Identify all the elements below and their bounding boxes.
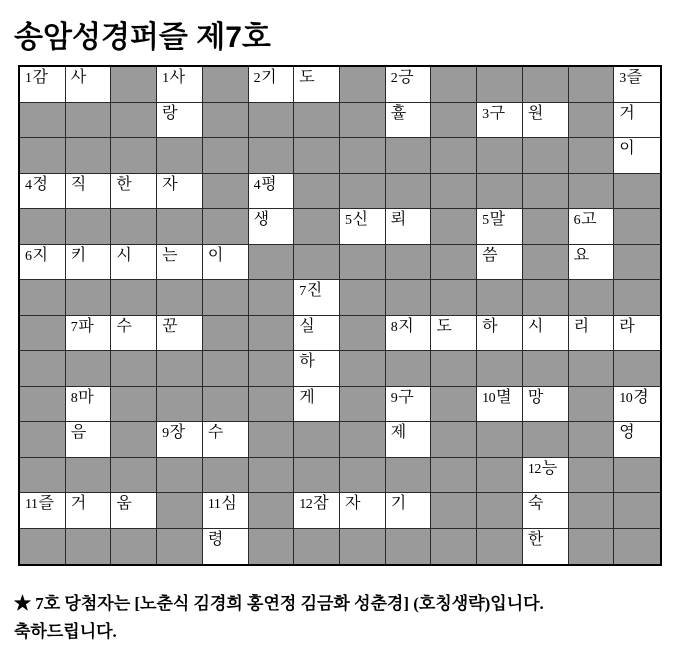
answer-cell: 리 (569, 316, 615, 352)
blocked-cell (294, 529, 340, 565)
blocked-cell (203, 387, 249, 423)
answer-cell: 게 (294, 387, 340, 423)
blocked-cell (249, 245, 295, 281)
blocked-cell (386, 529, 432, 565)
answer-cell: 6고 (569, 209, 615, 245)
answer-cell: 거 (66, 493, 112, 529)
blocked-cell (294, 422, 340, 458)
blocked-cell (66, 138, 112, 174)
answer-cell: 수 (203, 422, 249, 458)
blocked-cell (20, 422, 66, 458)
blocked-cell (294, 138, 340, 174)
answer-cell: 7진 (294, 280, 340, 316)
answer-cell: 령 (203, 529, 249, 565)
answer-cell: 1감 (20, 67, 66, 103)
blocked-cell (111, 138, 157, 174)
blocked-cell (386, 458, 432, 494)
answer-cell: 수 (111, 316, 157, 352)
answer-cell: 사 (66, 67, 112, 103)
answer-cell: 8지 (386, 316, 432, 352)
blocked-cell (66, 280, 112, 316)
blocked-cell (431, 209, 477, 245)
blocked-cell (386, 174, 432, 210)
blocked-cell (340, 67, 386, 103)
answer-cell: 랑 (157, 103, 203, 139)
answer-cell: 8마 (66, 387, 112, 423)
blocked-cell (569, 103, 615, 139)
answer-cell: 생 (249, 209, 295, 245)
blocked-cell (294, 174, 340, 210)
blocked-cell (477, 351, 523, 387)
answer-cell: 도 (431, 316, 477, 352)
clue-number: 7 (299, 284, 306, 299)
blocked-cell (203, 67, 249, 103)
blocked-cell (386, 138, 432, 174)
blocked-cell (203, 174, 249, 210)
blocked-cell (157, 138, 203, 174)
blocked-cell (569, 493, 615, 529)
blocked-cell (203, 103, 249, 139)
blocked-cell (111, 67, 157, 103)
blocked-cell (386, 245, 432, 281)
blocked-cell (249, 529, 295, 565)
answer-cell: 자 (157, 174, 203, 210)
clue-number: 1 (25, 71, 32, 86)
answer-cell: 망 (523, 387, 569, 423)
clue-number: 8 (70, 390, 78, 406)
blocked-cell (523, 209, 569, 245)
blocked-cell (340, 458, 386, 494)
blocked-cell (614, 245, 660, 281)
answer-cell: 씀 (477, 245, 523, 281)
answer-cell: 영 (614, 422, 660, 458)
blocked-cell (340, 280, 386, 316)
answer-cell: 음 (66, 422, 112, 458)
answer-cell: 움 (111, 493, 157, 529)
blocked-cell (249, 458, 295, 494)
blocked-cell (386, 351, 432, 387)
answer-cell: 한 (111, 174, 157, 210)
blocked-cell (20, 387, 66, 423)
clue-number: 9 (162, 426, 169, 441)
answer-cell: 3구 (477, 103, 523, 139)
blocked-cell (249, 387, 295, 423)
blocked-cell (157, 209, 203, 245)
blocked-cell (157, 387, 203, 423)
blocked-cell (203, 138, 249, 174)
blocked-cell (431, 387, 477, 423)
blocked-cell (523, 280, 569, 316)
blocked-cell (569, 67, 615, 103)
answer-cell: 7파 (66, 316, 112, 352)
blocked-cell (340, 138, 386, 174)
blocked-cell (431, 458, 477, 494)
answer-cell: 시 (111, 245, 157, 281)
answer-cell: 휼 (386, 103, 432, 139)
blocked-cell (569, 422, 615, 458)
blocked-cell (249, 103, 295, 139)
blocked-cell (294, 458, 340, 494)
clue-number: 5 (482, 213, 489, 228)
clue-number: 6 (25, 248, 32, 264)
blocked-cell (111, 458, 157, 494)
clue-number: 7 (70, 319, 78, 335)
blocked-cell (157, 458, 203, 494)
blocked-cell (477, 67, 523, 103)
blocked-cell (111, 103, 157, 139)
answer-cell: 실 (294, 316, 340, 352)
blocked-cell (477, 174, 523, 210)
blocked-cell (431, 103, 477, 139)
blocked-cell (431, 280, 477, 316)
answer-cell: 5신 (340, 209, 386, 245)
blocked-cell (294, 209, 340, 245)
blocked-cell (157, 280, 203, 316)
blocked-cell (20, 209, 66, 245)
blocked-cell (157, 529, 203, 565)
blocked-cell (523, 422, 569, 458)
answer-cell: 거 (614, 103, 660, 139)
answer-cell: 뢰 (386, 209, 432, 245)
blocked-cell (614, 351, 660, 387)
clue-number: 3 (482, 106, 489, 122)
answer-cell: 도 (294, 67, 340, 103)
blocked-cell (569, 351, 615, 387)
answer-cell: 직 (66, 174, 112, 210)
blocked-cell (477, 493, 523, 529)
answer-cell: 6지 (20, 245, 66, 281)
clue-number: 12 (299, 497, 313, 512)
answer-cell: 시 (523, 316, 569, 352)
blocked-cell (614, 458, 660, 494)
footer (14, 590, 664, 646)
blocked-cell (340, 387, 386, 423)
blocked-cell (569, 458, 615, 494)
blocked-cell (431, 493, 477, 529)
page-title: 송암성경퍼즐 제7호 (14, 21, 271, 54)
clue-number: 9 (390, 390, 398, 406)
puzzle-grid (18, 65, 662, 566)
blocked-cell (157, 493, 203, 529)
blocked-cell (111, 422, 157, 458)
blocked-cell (20, 458, 66, 494)
clue-number: 12 (527, 461, 541, 477)
answer-cell: 원 (523, 103, 569, 139)
blocked-cell (523, 138, 569, 174)
answer-cell: 5말 (477, 209, 523, 245)
congratulations-text: 축하드립니다. (14, 622, 117, 641)
clue-number: 2 (253, 71, 261, 86)
blocked-cell (203, 209, 249, 245)
answer-cell: 2기 (249, 67, 295, 103)
answer-cell: 12능 (523, 458, 569, 494)
blocked-cell (340, 174, 386, 210)
blocked-cell (20, 103, 66, 139)
blocked-cell (569, 280, 615, 316)
blocked-cell (431, 174, 477, 210)
answer-cell: 2긍 (386, 67, 432, 103)
answer-cell: 이 (203, 245, 249, 281)
blocked-cell (20, 138, 66, 174)
answer-cell: 1사 (157, 67, 203, 103)
answer-cell: 3즐 (614, 67, 660, 103)
blocked-cell (340, 316, 386, 352)
blocked-cell (203, 458, 249, 494)
blocked-cell (340, 351, 386, 387)
blocked-cell (294, 245, 340, 281)
answer-cell: 12잠 (294, 493, 340, 529)
blocked-cell (523, 174, 569, 210)
blocked-cell (614, 280, 660, 316)
answer-cell: 자 (340, 493, 386, 529)
blocked-cell (111, 280, 157, 316)
blocked-cell (249, 138, 295, 174)
answer-cell: 키 (66, 245, 112, 281)
blocked-cell (203, 316, 249, 352)
answer-cell: 11즐 (20, 493, 66, 529)
blocked-cell (569, 138, 615, 174)
blocked-cell (523, 351, 569, 387)
blocked-cell (523, 245, 569, 281)
blocked-cell (340, 529, 386, 565)
clue-number: 11 (207, 497, 221, 512)
clue-number: 10 (619, 390, 633, 406)
blocked-cell (111, 387, 157, 423)
blocked-cell (203, 280, 249, 316)
blocked-cell (431, 245, 477, 281)
blocked-cell (249, 280, 295, 316)
winners-announcement: ★ 7호 당첨자는 [노춘식 김경희 홍연정 김금화 성춘경] (호칭생략)입니다. (14, 594, 544, 613)
blocked-cell (249, 316, 295, 352)
clue-number: 4 (25, 177, 32, 193)
blocked-cell (477, 529, 523, 565)
blocked-cell (614, 493, 660, 529)
answer-cell: 한 (523, 529, 569, 565)
blocked-cell (477, 458, 523, 494)
clue-number: 8 (390, 319, 398, 335)
blocked-cell (66, 529, 112, 565)
clue-number: 11 (25, 497, 38, 512)
blocked-cell (66, 209, 112, 245)
blocked-cell (569, 387, 615, 423)
answer-cell: 이 (614, 138, 660, 174)
blocked-cell (20, 529, 66, 565)
blocked-cell (20, 280, 66, 316)
clue-number: 1 (162, 71, 169, 86)
answer-cell: 10경 (614, 387, 660, 423)
blocked-cell (614, 174, 660, 210)
blocked-cell (340, 103, 386, 139)
clue-number: 6 (573, 213, 581, 228)
clue-number: 5 (345, 213, 352, 228)
clue-number: 10 (482, 390, 496, 406)
blocked-cell (20, 316, 66, 352)
blocked-cell (249, 351, 295, 387)
answer-cell: 라 (614, 316, 660, 352)
blocked-cell (431, 67, 477, 103)
blocked-cell (66, 351, 112, 387)
blocked-cell (477, 280, 523, 316)
blocked-cell (431, 422, 477, 458)
blocked-cell (203, 351, 249, 387)
blocked-cell (431, 529, 477, 565)
blocked-cell (614, 209, 660, 245)
blocked-cell (249, 493, 295, 529)
blocked-cell (111, 529, 157, 565)
blocked-cell (386, 280, 432, 316)
answer-cell: 숙 (523, 493, 569, 529)
answer-cell: 9장 (157, 422, 203, 458)
blocked-cell (66, 103, 112, 139)
blocked-cell (569, 174, 615, 210)
blocked-cell (569, 529, 615, 565)
blocked-cell (294, 103, 340, 139)
blocked-cell (66, 458, 112, 494)
blocked-cell (431, 351, 477, 387)
answer-cell: 4평 (249, 174, 295, 210)
clue-number: 4 (253, 177, 261, 193)
answer-cell: 하 (477, 316, 523, 352)
blocked-cell (20, 351, 66, 387)
blocked-cell (340, 422, 386, 458)
blocked-cell (477, 422, 523, 458)
answer-cell: 4정 (20, 174, 66, 210)
answer-cell: 기 (386, 493, 432, 529)
blocked-cell (431, 138, 477, 174)
blocked-cell (111, 351, 157, 387)
answer-cell: 는 (157, 245, 203, 281)
blocked-cell (477, 138, 523, 174)
blocked-cell (340, 245, 386, 281)
answer-cell: 꾼 (157, 316, 203, 352)
answer-cell: 9구 (386, 387, 432, 423)
blocked-cell (523, 67, 569, 103)
blocked-cell (249, 422, 295, 458)
answer-cell: 11심 (203, 493, 249, 529)
blocked-cell (157, 351, 203, 387)
clue-number: 2 (390, 71, 398, 86)
blocked-cell (614, 529, 660, 565)
answer-cell: 제 (386, 422, 432, 458)
answer-cell: 하 (294, 351, 340, 387)
answer-cell: 10멸 (477, 387, 523, 423)
blocked-cell (111, 209, 157, 245)
answer-cell: 요 (569, 245, 615, 281)
clue-number: 3 (619, 71, 626, 86)
